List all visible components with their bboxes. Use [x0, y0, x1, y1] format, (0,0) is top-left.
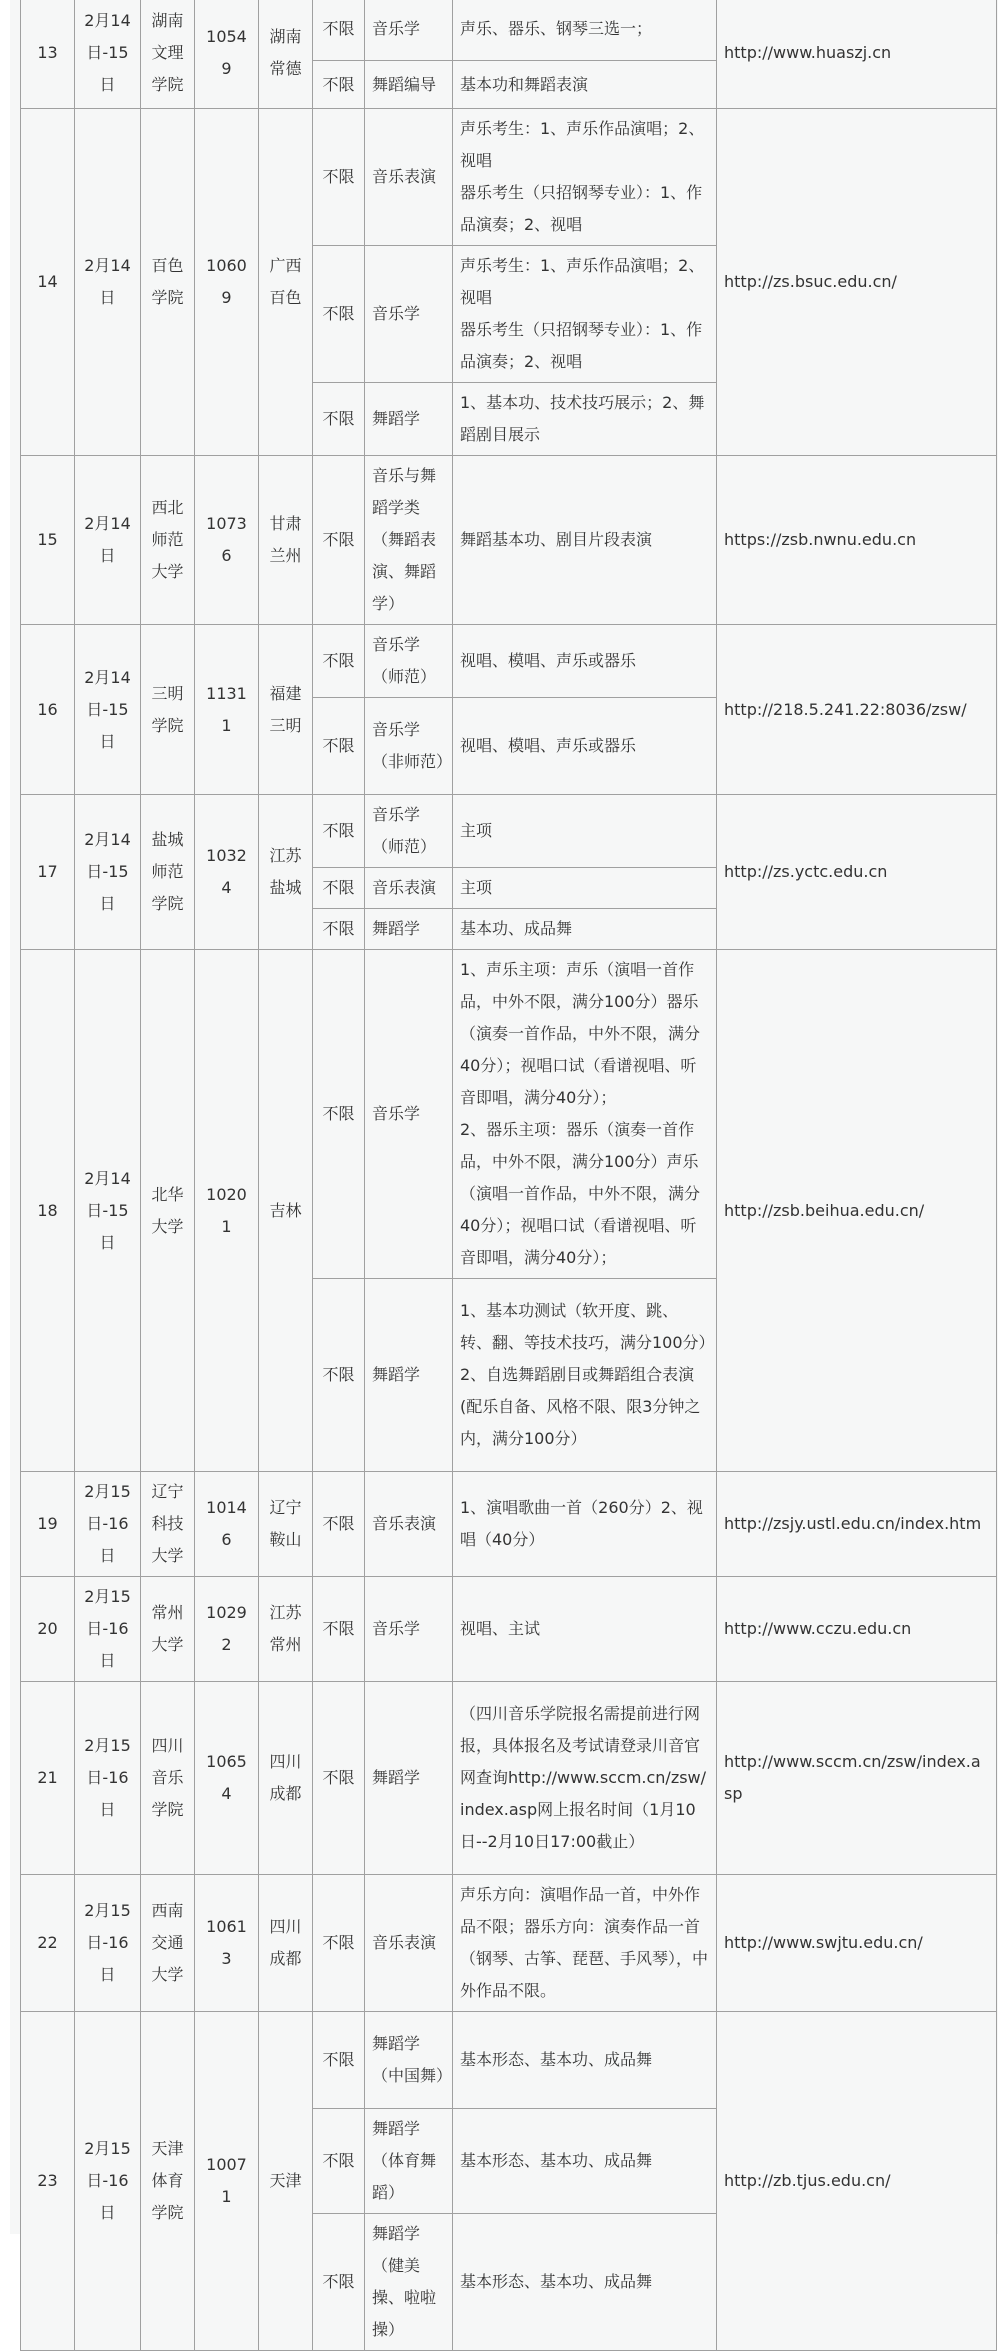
exam-content: 视唱、模唱、声乐或器乐: [453, 698, 717, 795]
table-row: [21, 1577, 997, 1682]
exam-date: 2月15日-16日: [75, 2012, 141, 2351]
major-name: 舞蹈学: [365, 1682, 453, 1875]
school-url: http://www.swjtu.edu.cn/: [717, 1875, 997, 2012]
exam-content: 基本功、成品舞: [453, 909, 717, 950]
row-number: 20: [21, 1577, 75, 1682]
major-name: 音乐学: [365, 950, 453, 1279]
school-code: 10609: [195, 109, 259, 456]
table-body: [21, 0, 997, 2351]
table-row: [21, 109, 997, 246]
exam-content: [453, 950, 717, 1279]
subject-limit: 不限: [313, 456, 365, 625]
exam-content: 基本功和舞蹈表演: [453, 61, 717, 109]
school-location: 天津: [259, 2012, 313, 2351]
school-name: 北华大学: [141, 950, 195, 1472]
table-row: [21, 0, 997, 61]
major-name: 音乐表演: [365, 1472, 453, 1577]
exam-date: 2月15日-16日: [75, 1577, 141, 1682]
major-name: 音乐学: [365, 0, 453, 61]
major-name: 舞蹈学: [365, 383, 453, 456]
exam-content: 基本形态、基本功、成品舞: [453, 2109, 717, 2214]
subject-limit: 不限: [313, 868, 365, 909]
school-code: 10613: [195, 1875, 259, 2012]
table-row: [21, 1472, 997, 1577]
major-name: 舞蹈学（健美操、啦啦操）: [365, 2214, 453, 2351]
school-location: 甘肃兰州: [259, 456, 313, 625]
school-code: 10292: [195, 1577, 259, 1682]
major-name: 音乐表演: [365, 109, 453, 246]
school-url: http://zsb.beihua.edu.cn/: [717, 950, 997, 1472]
exam-content-line: 2、器乐主项：器乐（演奏一首作品，中外不限，满分100分）声乐（演唱一首作品，中外不限，满分40分）；视唱口试（看谱视唱、听音即唱，满分40分）；: [460, 1120, 701, 1267]
exam-content: 声乐、器乐、钢琴三选一；: [453, 0, 717, 61]
table-row: [21, 456, 997, 625]
school-name: 常州大学: [141, 1577, 195, 1682]
major-name: 音乐学（师范）: [365, 795, 453, 868]
school-name: 三明学院: [141, 625, 195, 795]
school-location: 吉林: [259, 950, 313, 1472]
school-name: 百色学院: [141, 109, 195, 456]
exam-content: 1、演唱歌曲一首（260分）2、视唱（40分）: [453, 1472, 717, 1577]
exam-date: 2月14日-15日: [75, 625, 141, 795]
exam-date: 2月15日-16日: [75, 1875, 141, 2012]
subject-limit: 不限: [313, 109, 365, 246]
school-location: 江苏常州: [259, 1577, 313, 1682]
exam-content: [453, 1279, 717, 1472]
major-name: 音乐学（非师范）: [365, 698, 453, 795]
exam-content: 舞蹈基本功、剧目片段表演: [453, 456, 717, 625]
exam-content-line: 声乐考生：1、声乐作品演唱；2、视唱: [460, 256, 705, 307]
row-number: 13: [21, 0, 75, 109]
exam-content-line: 1、声乐主项：声乐（演唱一首作品，中外不限，满分100分）器乐（演奏一首作品，中外不限，满分40分）；视唱口试（看谱视唱、听音即唱，满分40分）；: [460, 960, 701, 1107]
subject-limit: 不限: [313, 1472, 365, 1577]
exam-date: 2月15日-16日: [75, 1472, 141, 1577]
exam-date: 2月14日-15日: [75, 950, 141, 1472]
school-code: 10654: [195, 1682, 259, 1875]
table-row: [21, 950, 997, 1279]
school-code: 10736: [195, 456, 259, 625]
exam-content: 主项: [453, 795, 717, 868]
school-code: 10146: [195, 1472, 259, 1577]
major-name: 音乐表演: [365, 1875, 453, 2012]
table-row: [21, 2012, 997, 2109]
major-name: 舞蹈学: [365, 909, 453, 950]
table-row: [21, 1875, 997, 2012]
subject-limit: 不限: [313, 1682, 365, 1875]
exam-content: 声乐方向：演唱作品一首，中外作品不限；器乐方向：演奏作品一首（钢琴、古筝、琵琶、手风琴），中外作品不限。: [453, 1875, 717, 2012]
row-number: 19: [21, 1472, 75, 1577]
content-area: [10, 0, 998, 2339]
exam-date: 2月14日-15日: [75, 795, 141, 950]
school-code: 10549: [195, 0, 259, 109]
exam-content: 主项: [453, 868, 717, 909]
exam-content-line: 声乐考生：1、声乐作品演唱；2、视唱: [460, 119, 705, 170]
subject-limit: 不限: [313, 246, 365, 383]
exam-date: 2月15日-16日: [75, 1682, 141, 1875]
row-number: 15: [21, 456, 75, 625]
school-url: http://218.5.241.22:8036/zsw/: [717, 625, 997, 795]
major-name: 舞蹈学: [365, 1279, 453, 1472]
subject-limit: 不限: [313, 1577, 365, 1682]
exam-content: 1、基本功、技术技巧展示；2、舞蹈剧目展示: [453, 383, 717, 456]
major-name: 音乐表演: [365, 868, 453, 909]
major-name: 舞蹈学（体育舞蹈）: [365, 2109, 453, 2214]
school-code: 10071: [195, 2012, 259, 2351]
row-number: 21: [21, 1682, 75, 1875]
school-name: 西南交通大学: [141, 1875, 195, 2012]
school-code: 10324: [195, 795, 259, 950]
major-name: 舞蹈学（中国舞）: [365, 2012, 453, 2109]
exam-date: 2月14日: [75, 456, 141, 625]
major-name: 舞蹈编导: [365, 61, 453, 109]
major-name: 音乐学: [365, 246, 453, 383]
row-number: 18: [21, 950, 75, 1472]
school-name: 盐城师范学院: [141, 795, 195, 950]
school-url: https://zsb.nwnu.edu.cn: [717, 456, 997, 625]
school-url: http://zb.tjus.edu.cn/: [717, 2012, 997, 2351]
school-code: 11311: [195, 625, 259, 795]
subject-limit: 不限: [313, 2012, 365, 2109]
school-name: 辽宁科技大学: [141, 1472, 195, 1577]
subject-limit: 不限: [313, 1875, 365, 2012]
table-row: [21, 625, 997, 698]
school-location: 江苏盐城: [259, 795, 313, 950]
school-location: 福建三明: [259, 625, 313, 795]
admissions-table: [20, 0, 997, 2351]
subject-limit: 不限: [313, 625, 365, 698]
school-url: http://www.sccm.cn/zsw/index.asp: [717, 1682, 997, 1875]
school-code: 10201: [195, 950, 259, 1472]
school-name: 天津体育学院: [141, 2012, 195, 2351]
exam-content: [453, 246, 717, 383]
exam-content-line: 2、自选舞蹈剧目或舞蹈组合表演(配乐自备、风格不限、限3分钟之内，满分100分）: [460, 1365, 701, 1448]
exam-content: 基本形态、基本功、成品舞: [453, 2012, 717, 2109]
school-location: 四川成都: [259, 1682, 313, 1875]
table-row: [21, 795, 997, 868]
subject-limit: 不限: [313, 795, 365, 868]
subject-limit: 不限: [313, 2214, 365, 2351]
school-name: 湖南文理学院: [141, 0, 195, 109]
subject-limit: 不限: [313, 2109, 365, 2214]
subject-limit: 不限: [313, 909, 365, 950]
row-number: 16: [21, 625, 75, 795]
school-name: 四川音乐学院: [141, 1682, 195, 1875]
exam-content-line: 器乐考生（只招钢琴专业）：1、作品演奏；2、视唱: [460, 183, 703, 234]
subject-limit: 不限: [313, 950, 365, 1279]
school-name: 西北师范大学: [141, 456, 195, 625]
row-number: 22: [21, 1875, 75, 2012]
subject-limit: 不限: [313, 61, 365, 109]
major-name: 音乐学（师范）: [365, 625, 453, 698]
school-location: 广西百色: [259, 109, 313, 456]
major-name: 音乐与舞蹈学类（舞蹈表演、舞蹈学）: [365, 456, 453, 625]
row-number: 14: [21, 109, 75, 456]
subject-limit: 不限: [313, 1279, 365, 1472]
exam-date: 2月14日-15日: [75, 0, 141, 109]
subject-limit: 不限: [313, 383, 365, 456]
major-name: 音乐学: [365, 1577, 453, 1682]
exam-content-line: 1、基本功测试（软开度、跳、转、翻、等技术技巧，满分100分）: [460, 1301, 715, 1352]
school-url: http://www.huaszj.cn: [717, 0, 997, 109]
school-url: http://www.cczu.edu.cn: [717, 1577, 997, 1682]
subject-limit: 不限: [313, 698, 365, 795]
exam-content: 基本形态、基本功、成品舞: [453, 2214, 717, 2351]
school-url: http://zs.yctc.edu.cn: [717, 795, 997, 950]
exam-content-line: 器乐考生（只招钢琴专业）：1、作品演奏；2、视唱: [460, 320, 703, 371]
exam-content: [453, 109, 717, 246]
school-location: 湖南常德: [259, 0, 313, 109]
row-number: 17: [21, 795, 75, 950]
exam-date: 2月14日: [75, 109, 141, 456]
school-location: 四川成都: [259, 1875, 313, 2012]
exam-content: 视唱、主试: [453, 1577, 717, 1682]
school-url: http://zs.bsuc.edu.cn/: [717, 109, 997, 456]
school-url: http://zsjy.ustl.edu.cn/index.htm: [717, 1472, 997, 1577]
subject-limit: 不限: [313, 0, 365, 61]
row-number: 23: [21, 2012, 75, 2351]
exam-content: 视唱、模唱、声乐或器乐: [453, 625, 717, 698]
table-row: [21, 1682, 997, 1875]
school-location: 辽宁鞍山: [259, 1472, 313, 1577]
exam-content: （四川音乐学院报名需提前进行网报，具体报名及考试请登录川音官网查询http://www.sccm.cn/zsw/index.asp网上报名时间（1月10日--2月10日17:00截止）: [453, 1682, 717, 1875]
